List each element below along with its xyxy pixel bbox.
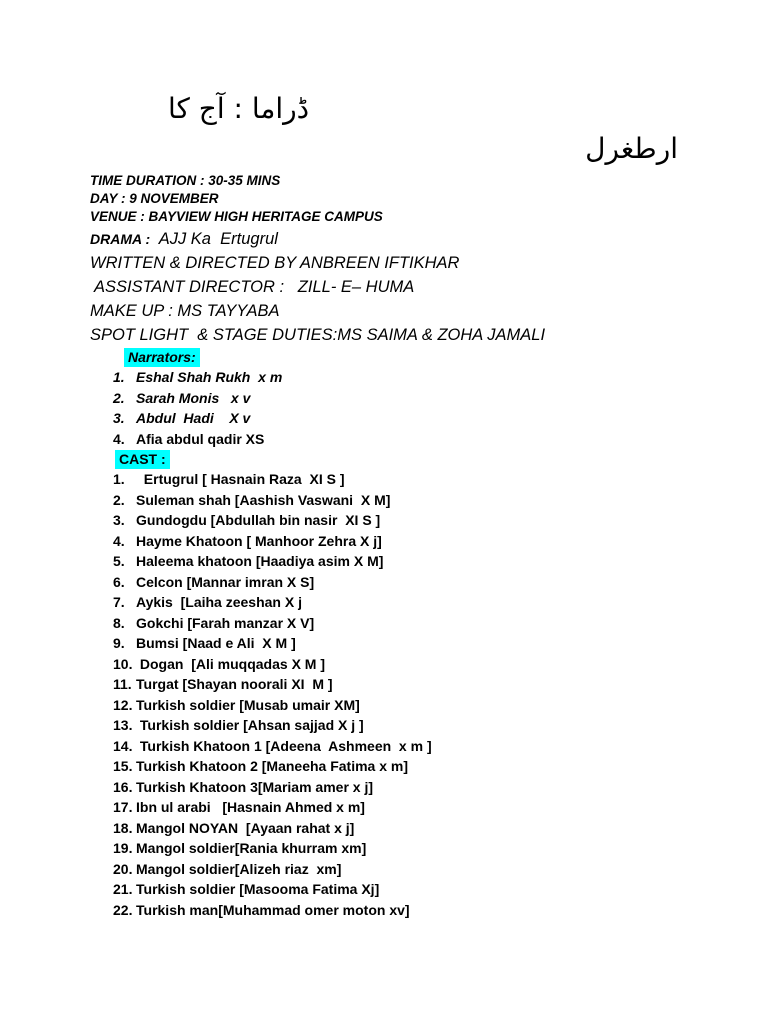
list-item: 13. Turkish soldier [Ahsan sajjad X j ]: [113, 717, 364, 733]
list-item: 2. Suleman shah [Aashish Vaswani X M]: [113, 491, 391, 508]
cast-list: [113, 469, 432, 920]
narrators-list: [113, 367, 282, 449]
list-item: 4. Hayme Khatoon [ Manhoor Zehra X j]: [113, 532, 382, 549]
list-item: 12. Turkish soldier [Musab umair XM]: [113, 696, 360, 713]
list-item: 16. Turkish Khatoon 3[Mariam amer x j]: [113, 778, 374, 795]
urdu-title-line-2: ارطغرل: [585, 132, 678, 165]
list-item: 6. Celcon [Mannar imran X S]: [113, 573, 315, 590]
drama-line: [90, 227, 278, 251]
list-item: 8. Gokchi [Farah manzar X V]: [113, 614, 315, 631]
written-directed: WRITTEN & DIRECTED BY ANBREEN IFTIKHAR: [90, 254, 460, 272]
list-item: 11. Turgat [Shayan noorali XI M ]: [113, 676, 333, 692]
narrators-heading: Narrators:: [124, 348, 200, 367]
day: DAY : 9 NOVEMBER: [90, 191, 219, 206]
list-item: 20. Mangol soldier[Alizeh riaz xm]: [113, 860, 342, 877]
list-item: 3. Abdul Hadi X v: [113, 410, 251, 426]
urdu-title-line-1: ڈراما : آج کا: [168, 92, 310, 125]
list-item: 5. Haleema khatoon [Haadiya asim X M]: [113, 553, 384, 569]
list-item: 9. Bumsi [Naad e Ali X M ]: [113, 635, 296, 651]
spot-light-duties: SPOT LIGHT & STAGE DUTIES:MS SAIMA & ZOHA JAMALI: [90, 326, 546, 344]
list-item: 1. Eshal Shah Rukh x m: [113, 369, 283, 385]
list-item: 1. Ertugrul [ Hasnain Raza XI S ]: [113, 471, 345, 487]
assistant-director: ASSISTANT DIRECTOR : ZILL- E– HUMA: [90, 278, 415, 296]
cast-heading: CAST :: [115, 450, 170, 469]
list-item: 21. Turkish soldier [Masooma Fatima Xj]: [113, 881, 380, 897]
list-item: 4. Afia abdul qadir XS: [113, 430, 265, 447]
venue: VENUE : BAYVIEW HIGH HERITAGE CAMPUS: [90, 209, 383, 224]
make-up: MAKE UP : MS TAYYABA: [90, 302, 280, 320]
list-item: 17. Ibn ul arabi [Hasnain Ahmed x m]: [113, 799, 365, 815]
list-item: 10. Dogan [Ali muqqadas X M ]: [113, 655, 326, 672]
list-item: 15. Turkish Khatoon 2 [Maneeha Fatima x m]: [113, 758, 409, 774]
list-item: 7. Aykis [Laiha zeeshan X j: [113, 594, 302, 610]
time-duration: TIME DURATION : 30-35 MINS: [90, 173, 281, 188]
list-item: 3. Gundogdu [Abdullah bin nasir XI S ]: [113, 512, 381, 528]
list-item: 14. Turkish Khatoon 1 [Adeena Ashmeen x m ]: [113, 737, 432, 754]
list-item: 2. Sarah Monis x v: [113, 389, 251, 406]
drama-label: DRAMA :: [90, 231, 151, 247]
list-item: 19. Mangol soldier[Rania khurram xm]: [113, 840, 367, 856]
list-item: 22. Turkish man[Muhammad omer moton xv]: [113, 901, 410, 918]
drama-title: AJJ Ka Ertugrul: [150, 230, 278, 248]
list-item: 18. Mangol NOYAN [Ayaan rahat x j]: [113, 819, 355, 836]
